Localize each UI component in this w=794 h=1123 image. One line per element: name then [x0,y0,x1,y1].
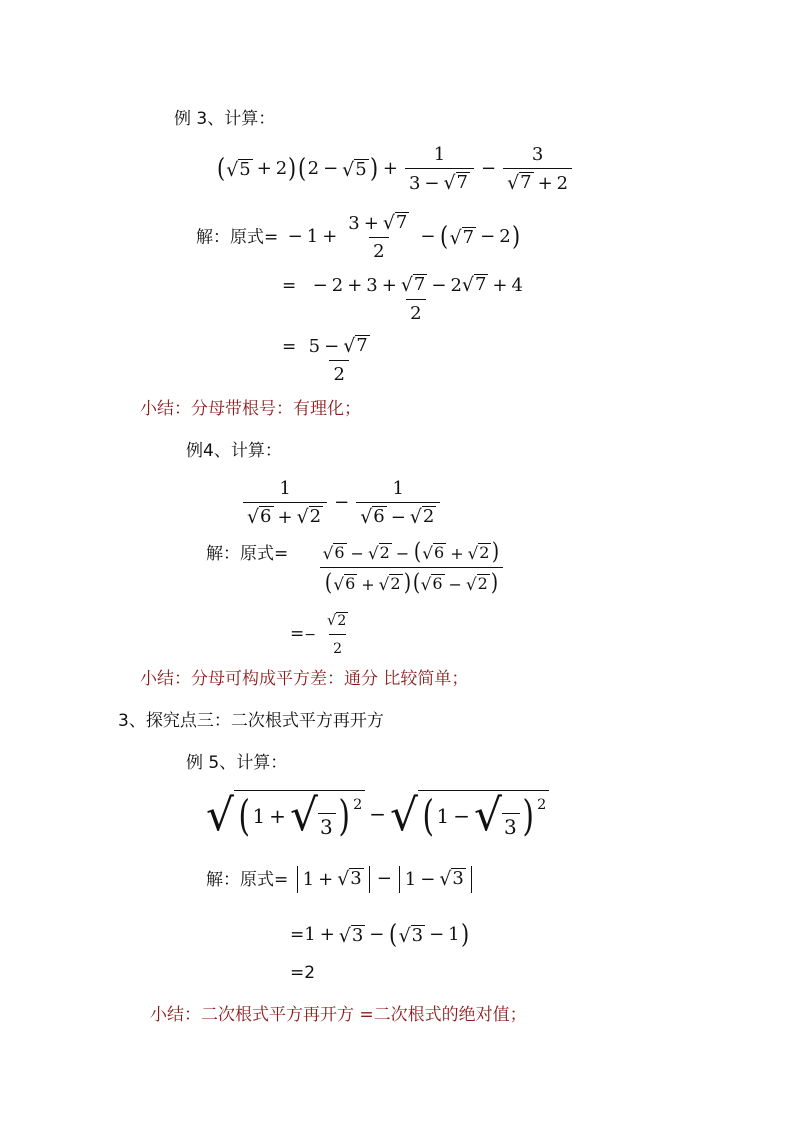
example-5-result: =2 [290,963,316,983]
summary-4: 小结：分母可构成平方差：通分 比较简单； [140,669,469,689]
section-3-heading: 3、探究点三：二次根式平方再开方 [118,711,384,731]
example-5-solution-step-2: =1 + √ 3 − ( √ 3 − 1 ) [290,920,469,950]
example-4-solution-step-2: = − √ 2 2 [290,610,355,660]
example-4-title: 例4、计算： [186,441,282,461]
example-5-title: 例 5、计算： [186,753,288,773]
example-5-expression: √ ( 1 + √ 3 ) 2 − √ ( 1 − √ 3 ) 2 [206,790,549,838]
solution-label: 解：原式= [206,544,289,564]
example-3-title: 例 3、计算： [174,109,276,129]
solution-label: 解：原式 [196,227,264,248]
example-4-expression: 1 √ 6 + √ 2 − 1 √ 6 − √ 2 [240,478,443,529]
solution-label: 解：原式 [206,869,274,890]
example-3-solution-step-3: = 5 − √ 7 2 [282,334,368,385]
summary-5: 小结：二次根式平方再开方 =二次根式的绝对值； [150,1005,527,1025]
example-3-solution-step-2: = − 2 + 3 + √ 7 − 2 √ 7 + 4 2 [282,273,523,324]
summary-3: 小结：分母带根号：有理化； [140,399,361,419]
example-3-expression: ( √ 5 + 2 ) ( 2 − √ 5 ) + 1 3 − √ 7 − 3 √ 7 + 2 [216,144,575,195]
example-4-solution-step-1: 解：原式= √ 6 − √ 2 − ( √ 6 + √ 2 ) ( √ 6 + √ 2 )( √ 6 − √ 2 ) [206,540,508,596]
example-5-solution-step-1: 解：原式= 1 + √ 3 − 1 − √ 3 [206,866,475,893]
example-3-solution-step-1: 解：原式= − 1 + 3 + √ 7 2 − ( √ 7 − 2 ) [196,211,520,262]
